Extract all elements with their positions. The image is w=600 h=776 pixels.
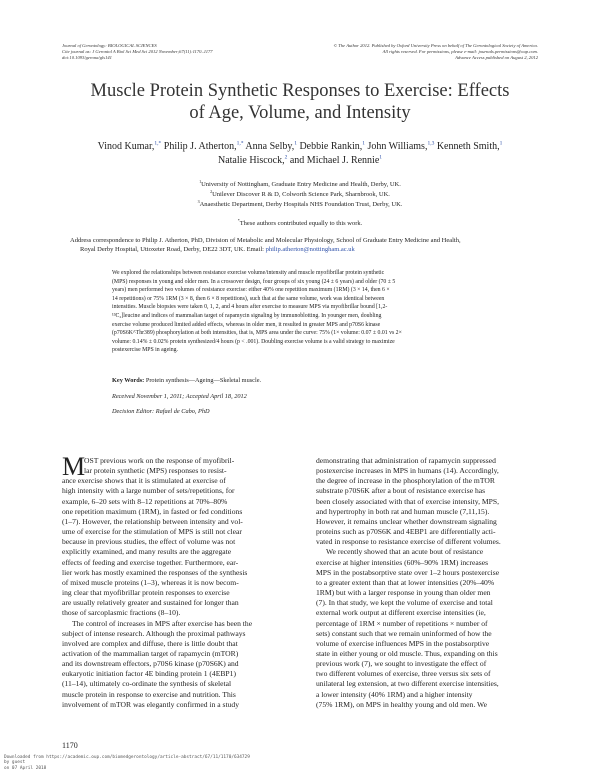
title-line: of Age, Volume, and Intensity — [189, 103, 411, 123]
body-line: the degree of increase in the phosphorylation of the mTOR — [316, 476, 495, 486]
body-column-left — [62, 452, 284, 710]
body-line: those of sarcoplasmic fractions (8–10). — [62, 608, 181, 618]
contribution-text: These authors contributed equally to this work. — [239, 220, 363, 227]
body-line: a lower intensity (40% 1RM) and a higher intensity — [316, 689, 473, 699]
affiliation-marker: 3 — [197, 198, 200, 204]
affiliation-text: Anaesthetic Department, Derby Hospitals NHS Foundation Trust, Derby, UK. — [199, 200, 403, 208]
author-name: Kenneth Smith, — [436, 141, 500, 152]
abstract-line: (p70S6K^Thr389) phosphorylation at both intensities, that is, MPS area under the curve: 75% (1× volume: 0.07 ± 0.01 vs 2× — [112, 330, 402, 337]
author-affil-link[interactable]: 1 — [379, 154, 383, 161]
body-line: (1–7). However, the relationship between intensity and vol- — [62, 516, 243, 526]
body-line: We recently showed that an acute bout of resistance — [326, 547, 484, 557]
body-line: been closely associated with that of exercise intensity, MPS, — [316, 496, 499, 506]
affiliation-marker: 2 — [210, 188, 213, 194]
paper-title — [50, 80, 550, 124]
affiliation-text: University of Nottingham, Graduate Entry Medicine and Health, Derby, UK. — [201, 181, 401, 188]
body-line: (11–14), ultimately co-ordinate the synthesis of skeletal — [62, 679, 232, 689]
header-right-line: All rights reserved. For permissions, please e-mail: journals.permissions@oup.com. — [382, 49, 538, 54]
body-line: and its downstream effectors, p70S6 kinase (p70S6K) and — [62, 659, 239, 669]
email-link[interactable]: philip.atherton@nottingham.ac.uk — [265, 246, 355, 253]
body-line: two different volumes of exercise, three versus six sets of — [316, 669, 491, 679]
body-line: demonstrating that administration of rapamycin suppressed — [316, 456, 496, 465]
body-line: because in previous studies, the effect of volume was not — [62, 537, 236, 547]
correspondence-address — [70, 236, 530, 254]
body-line: of mixed muscle proteins (1–3), whereas it is now becom- — [62, 577, 239, 587]
body-line: substrate p70S6K after a bout of resistance exercise has — [316, 486, 486, 496]
affiliation-text: Unilever Discover R & D, Colworth Science Park, Sharnbrook, UK. — [212, 190, 390, 198]
body-line: volume of exercise influences MPS in the postabsorptive — [316, 638, 490, 648]
body-line: activation of the mammalian target of rapamycin (mTOR) — [62, 648, 239, 658]
download-line: by guest — [4, 760, 26, 766]
abstract-line: volume: 0.14% ± 0.02% protein synthesized/4 hours (p < .001). Doubling exercise volume is a valid strategy to maximize — [112, 338, 395, 345]
body-line: external work output at different exercise intensities (ie, — [316, 608, 486, 618]
affiliation-marker: 1 — [199, 178, 202, 184]
body-line: subject of intense research. Although the proximal pathways — [62, 628, 246, 638]
author-list — [50, 140, 550, 168]
body-line: lier work has mostly examined the responses of the synthesis — [62, 567, 248, 577]
title-line: Muscle Protein Synthetic Responses to Exercise: Effects — [90, 81, 510, 101]
author-name: Debbie Rankin, — [299, 141, 363, 152]
keywords-text: Protein synthesis—Ageing—Skeletal muscle. — [145, 377, 262, 384]
author-affil-link[interactable]: 1,* — [154, 140, 162, 147]
abstract-line: 14 repetitions) or 75% 1RM (3 × 8, then 6 × 8 repetitions), such that at the same volume, work was identical between — [112, 295, 385, 302]
body-line: sets) constant such that we remain uninformed of how the — [316, 628, 492, 638]
body-line: ing clear that myofibrillar protein responses to exercise — [62, 588, 230, 598]
author-name: Natalie Hiscock, — [217, 155, 285, 166]
body-line: involved are complex and diffuse, there is little doubt that — [62, 638, 238, 648]
abstract — [112, 269, 488, 355]
author-name: Vinod Kumar, — [97, 141, 155, 152]
page-number: 1170 — [62, 741, 78, 750]
journal-header-left — [62, 43, 262, 61]
author-affil-link[interactable]: 1 — [499, 140, 503, 147]
address-line — [70, 245, 530, 254]
author-affil-link[interactable]: 1 — [294, 140, 297, 147]
body-line: The control of increases in MPS after exercise has been the — [72, 618, 253, 628]
body-line: percentage of 1RM × number of repetitions × number of — [316, 618, 488, 628]
abstract-line: postexercise MPS in ageing. — [112, 347, 179, 354]
abstract-line: ¹³C₂]leucine and indices of mammalian target of rapamycin signaling by immunoblotting. In younger men, doubling — [112, 312, 382, 319]
download-line: on 07 April 2018 — [4, 765, 47, 771]
header-left-line: Cite journal as: J Gerontol A Biol Sci Med Sci 2012 November;67(11):1170–1177 — [62, 49, 213, 54]
abstract-line: years) men performed two volumes of resistance exercise: either 40% one repetition maximum (1RM) (3 × 14, then 6 × — [112, 287, 390, 294]
body-line: (75% 1RM), on MPS in healthy young and old men. We — [316, 699, 487, 709]
body-line: effects of feeding and exercise together. Furthermore, ear- — [62, 557, 239, 567]
body-line: to a greater extent than that at lower intensities (20%–40% — [316, 577, 495, 587]
header-left-line: Journal of Gerontology: BIOLOGICAL SCIENCES — [62, 43, 157, 48]
author-name: and Michael J. Rennie — [289, 155, 380, 166]
author-line-1 — [50, 140, 550, 154]
affiliation-item — [50, 200, 550, 210]
body-line: are usually relatively greater and sustained for longer than — [62, 598, 239, 608]
abstract-line: intensities. Muscle biopsies were taken 0, 1, 2, and 4 hours after exercise to measure MPS via myofibrillar bound [1,2- — [112, 304, 388, 311]
body-line: OST previous work on the response of myofibril- — [84, 456, 235, 465]
header-left-line: doi:10.1093/gerona/gls141 — [62, 55, 112, 60]
author-line-2 — [50, 154, 550, 168]
body-line: (7). In that study, we kept the volume of exercise and total — [316, 598, 493, 608]
body-line: previous work (7), we sought to investigate the effect of — [316, 659, 487, 669]
contribution-marker: * — [237, 217, 240, 223]
drop-cap: M — [62, 452, 86, 481]
body-line: one repetition maximum (1RM), in fasted or fed conditions — [62, 506, 243, 516]
equal-contribution-note — [50, 217, 550, 227]
keywords-label: Key Words: — [112, 377, 145, 384]
body-line: state in either young or old muscle. Thus, expanding on this — [316, 648, 498, 658]
author-affil-link[interactable]: 1,3 — [427, 140, 435, 147]
body-line: eukaryotic initiation factor 4E binding protein 1 (4EBP1) — [62, 669, 236, 679]
body-line: ance exercise shows that it is stimulated at exercise of — [62, 476, 226, 486]
body-line: unilateral leg extension, at two different exercise intensities, — [316, 679, 499, 689]
body-line: postexercise increases in MPS in humans (14). Accordingly, — [316, 466, 499, 476]
author-affil-link[interactable]: 2 — [284, 154, 288, 161]
download-stamp — [4, 755, 250, 771]
affiliation-item — [50, 180, 550, 190]
header-right-line: © The Author 2012. Published by Oxford University Press on behalf of The Gerontological Society of America. — [333, 43, 538, 48]
address-line: Address correspondence to Philip J. Atherton, PhD, Division of Metabolic and Molecular Physiology, School of Graduate Entry Medicine and Health, — [70, 237, 461, 244]
author-name: John Williams, — [367, 141, 428, 152]
body-column-right — [316, 456, 538, 710]
body-line: involvement of mTOR was elegantly confirmed in a study — [62, 699, 240, 709]
body-line: exercise at higher intensities (60%–90% 1RM) increases — [316, 557, 489, 567]
body-line: and hypertrophy in both rat and human muscle (7,11,15). — [316, 506, 490, 516]
body-line: high intensity with a large number of sets/repetitions, for — [62, 486, 235, 496]
journal-header-right — [268, 43, 538, 61]
author-affil-link[interactable]: 1 — [362, 140, 365, 147]
author-affil-link[interactable]: 1,* — [236, 140, 244, 147]
author-name: Philip J. Atherton, — [163, 141, 237, 152]
body-line: However, it remains unclear whether downstream signaling — [316, 516, 497, 526]
header-right-line: Advance Access published on August 2, 2012 — [455, 55, 538, 60]
abstract-line: exercise volume produced limited added effects, whereas in older men, it resulted in greater MPS and p70S6 kinase — [112, 321, 381, 328]
affiliation-item — [50, 190, 550, 200]
body-line: MPS in the postabsorptive state over 1–2 hours postexercise — [316, 567, 500, 577]
decision-editor: Decision Editor: Rafael de Cabo, PhD — [112, 408, 210, 415]
download-line: Downloaded from https://academic.oup.com/biomedgerontology/article-abstract/67/11/1170/634729 — [4, 755, 250, 760]
body-line: vated in response to resistance exercise of different volumes. — [316, 537, 501, 547]
body-line: example, 6–20 sets with 8–12 repetitions at 70%–80% — [62, 496, 228, 506]
body-line: lar protein synthetic (MPS) responses to resist- — [84, 466, 227, 476]
body-line: 1RM) but with a larger response in young than older men — [316, 588, 491, 598]
received-dates: Received November 1, 2011; Accepted April 18, 2012 — [112, 393, 247, 400]
body-line: muscle protein in response to exercise and nutrition. This — [62, 689, 236, 699]
address-text: Royal Derby Hospital, Uttoxeter Road, Derby, DE22 3DT, UK. Email: — [80, 246, 266, 253]
body-line: proteins such as p70S6K and 4EBP1 are differentially acti- — [316, 527, 496, 537]
body-line: explicitly examined, and many results are the aggregate — [62, 547, 232, 557]
author-name: Anna Selby, — [245, 141, 295, 152]
keywords — [112, 377, 261, 384]
affiliations — [50, 180, 550, 209]
abstract-line: (MPS) responses in young and older men. In a crossover design, four groups of six young (24 ± 6 years) and older (70 ± 5 — [112, 278, 396, 285]
abstract-line: We explored the relationships between resistance exercise volume/intensity and muscle myofibrillar protein synthetic — [112, 270, 385, 276]
body-line: ume of exercise for the stimulation of MPS is still not clear — [62, 527, 242, 537]
